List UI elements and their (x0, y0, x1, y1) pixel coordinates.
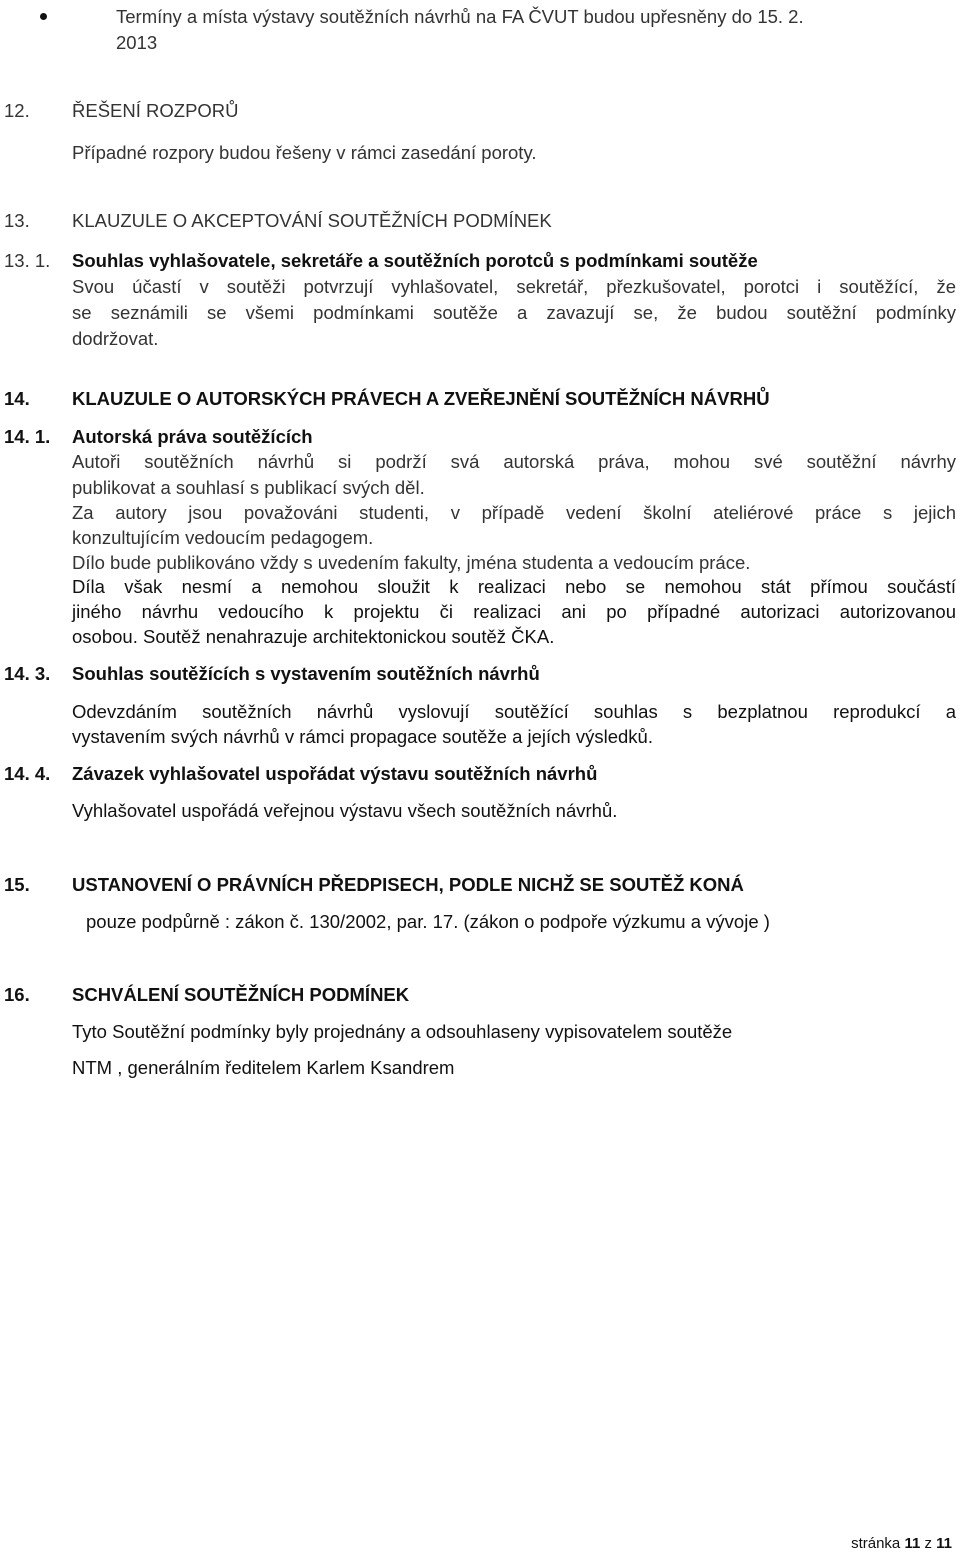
section-14-1-p4-line3: osobou. Soutěž nenahrazuje architektonickou soutěž ČKA. (72, 626, 555, 647)
section-14-1-p1-line1: Autoři soutěžních návrhů si podrží svá autorská práva, mohou své soutěžní návrhy (72, 451, 956, 472)
bullet-text-line1: Termíny a místa výstavy soutěžních návrhů na FA ČVUT budou upřesněny do 15. 2. (116, 6, 804, 27)
section-13-1-line3: dodržovat. (72, 328, 159, 349)
section-13-1-title: Souhlas vyhlašovatele, sekretáře a soutěžních porotců s podmínkami soutěže (72, 250, 758, 271)
page-footer (851, 1535, 952, 1552)
section-14-1-p2-line1: Za autory jsou považováni studenti, v případě vedení školní ateliérové práce s jejich (72, 502, 956, 523)
section-14-1-p4-line1: Díla však nesmí a nemohou sloužit k realizaci nebo se nemohou stát přímou součástí (72, 576, 956, 597)
section-13-1-number: 13. 1. (4, 250, 51, 271)
section-14-3-number: 14. 3. (4, 663, 51, 684)
footer-prefix: stránka (851, 1535, 901, 1552)
section-14-4-title: Závazek vyhlašovatel uspořádat výstavu soutěžních návrhů (72, 763, 598, 784)
footer-total-pages: 11 (936, 1535, 952, 1552)
section-14-1-p2-line2: konzultujícím vedoucím pedagogem. (72, 527, 374, 548)
section-14-title: KLAUZULE O AUTORSKÝCH PRÁVECH A ZVEŘEJNĚNÍ SOUTĚŽNÍCH NÁVRHŮ (72, 388, 770, 409)
bullet-item (0, 0, 960, 70)
section-16-title: SCHVÁLENÍ SOUTĚŽNÍCH PODMÍNEK (72, 984, 410, 1005)
section-14-4-number: 14. 4. (4, 763, 51, 784)
section-13-1-line1: Svou účastí v soutěži potvrzují vyhlašovatel, sekretář, přezkušovatel, porotci i soutěžící, že (72, 276, 956, 297)
bullet-text-line2: 2013 (116, 32, 158, 53)
section-13-1-line2: se seznámili se všemi podmínkami soutěže a zavazují se, že budou soutěžní podmínky (72, 302, 956, 323)
section-15-number: 15. (4, 874, 30, 895)
section-14-1-number: 14. 1. (4, 426, 51, 447)
section-14-1-p4-line2: jiného návrhu vedoucího k projektu či realizaci ani po případné autorizaci autorizovanou (72, 601, 956, 622)
section-14-number: 14. (4, 388, 30, 409)
section-15-title: USTANOVENÍ O PRÁVNÍCH PŘEDPISECH, PODLE NICHŽ SE SOUTĚŽ KONÁ (72, 874, 744, 895)
section-14-1-p1-line2: publikovat a souhlasí s publikací svých děl. (72, 477, 425, 498)
section-14-3-line2: vystavením svých návrhů v rámci propagace soutěže a jejích výsledků. (72, 726, 653, 747)
section-13-title: KLAUZULE O AKCEPTOVÁNÍ SOUTĚŽNÍCH PODMÍNEK (72, 210, 552, 231)
section-16-number: 16. (4, 984, 30, 1005)
section-14-3-line1: Odevzdáním soutěžních návrhů vyslovují soutěžící souhlas s bezplatnou reprodukcí a (72, 701, 956, 722)
section-12-text: Případné rozpory budou řešeny v rámci zasedání poroty. (72, 142, 537, 163)
section-12-title: ŘEŠENÍ ROZPORŮ (72, 100, 239, 121)
section-13-number: 13. (4, 210, 30, 231)
section-14-4-line1: Vyhlašovatel uspořádá veřejnou výstavu všech soutěžních návrhů. (72, 800, 618, 821)
bullet-icon (40, 13, 47, 20)
section-14-1-p3-line1: Dílo bude publikováno vždy s uvedením fakulty, jména studenta a vedoucím práce. (72, 552, 751, 573)
section-14-3-title: Souhlas soutěžících s vystavením soutěžních návrhů (72, 663, 540, 684)
footer-separator: z (924, 1535, 932, 1552)
section-16-line2: NTM , generálním ředitelem Karlem Ksandrem (72, 1057, 455, 1078)
section-16-line1: Tyto Soutěžní podmínky byly projednány a odsouhlaseny vypisovatelem soutěže (72, 1021, 733, 1042)
section-12-number: 12. (4, 100, 30, 121)
footer-page-number: 11 (904, 1535, 921, 1552)
section-14-1-title: Autorská práva soutěžících (72, 426, 313, 447)
section-15-text: pouze podpůrně : zákon č. 130/2002, par. 17. (zákon o podpoře výzkumu a vývoje ) (86, 911, 770, 932)
